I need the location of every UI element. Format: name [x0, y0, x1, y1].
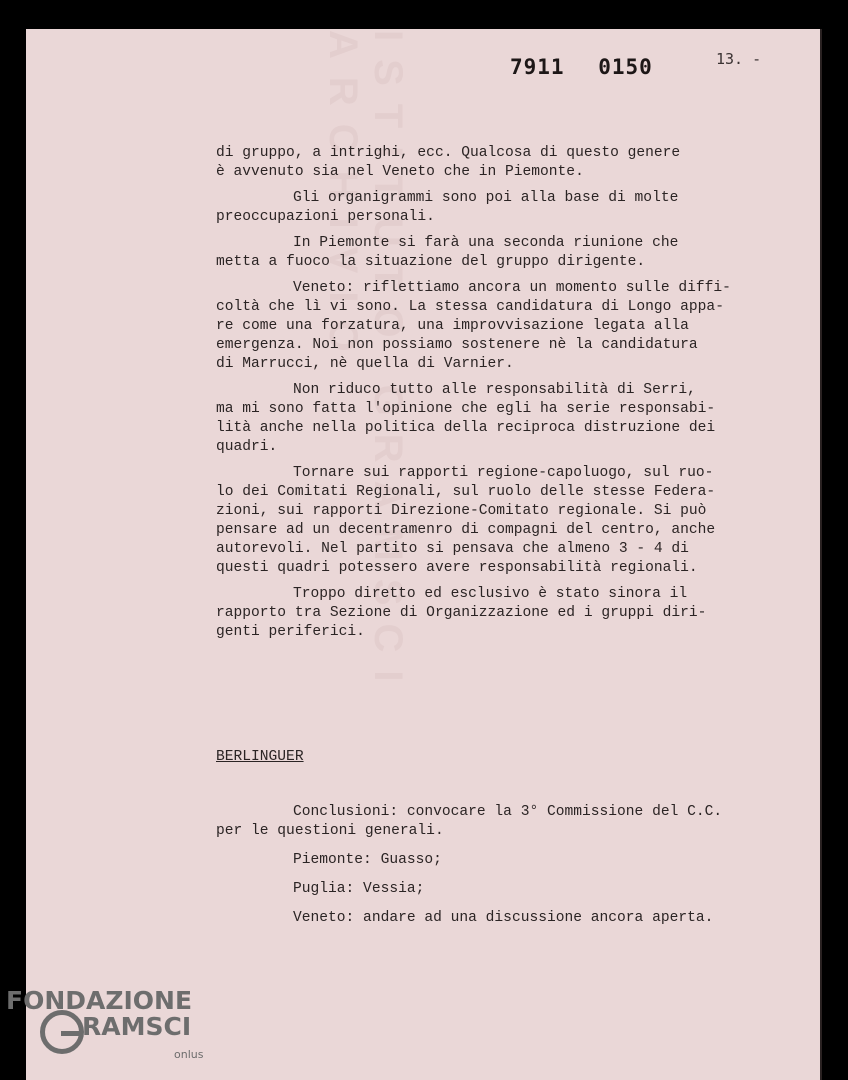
text-line: di Marrucci, nè quella di Varnier.	[216, 356, 514, 372]
speaker-heading: BERLINGUER	[216, 749, 304, 765]
logo-onlus: onlus	[174, 1048, 204, 1061]
paragraph	[216, 381, 776, 457]
page-number: 13. -	[716, 50, 762, 68]
text-line: pensare ad un decentramenro di compagni del centro, anche	[216, 522, 716, 538]
text-line: ma mi sono fatta l'opinione che egli ha serie responsabi-	[216, 401, 716, 417]
page-edge	[820, 29, 822, 1080]
paragraph	[216, 585, 776, 642]
text-line: Tornare sui rapporti regione-capoluogo, sul ruo-	[293, 465, 714, 481]
text-line: quadri.	[216, 439, 278, 455]
text-line: metta a fuoco la situazione del gruppo dirigente.	[216, 254, 646, 270]
paragraph	[216, 464, 776, 578]
text-line: per le questioni generali.	[216, 823, 444, 839]
text-line: rapporto tra Sezione di Organizzazione ed i gruppi diri-	[216, 605, 707, 621]
text-line: Veneto: riflettiamo ancora un momento sulle diffi-	[293, 280, 731, 296]
archive-number-a: 7911	[510, 55, 565, 79]
text-line: preoccupazioni personali.	[216, 209, 435, 225]
conclusion-item: Piemonte: Guasso;	[293, 852, 442, 868]
fondazione-gramsci-logo	[6, 986, 226, 1076]
text-line: emergenza. Noi non possiamo sostenere nè la candidatura	[216, 337, 698, 353]
conclusions	[216, 803, 776, 928]
text-line: re come una forzatura, una improvvisazione legata alla	[216, 318, 689, 334]
text-line: Gli organigrammi sono poi alla base di molte	[293, 190, 679, 206]
watermark: ISTITUTO GRAMSCI ARCHIVIO	[321, 30, 410, 700]
document-body	[216, 144, 776, 649]
text-line: lità anche nella politica della reciproca distruzione dei	[216, 420, 716, 436]
logo-g-icon	[40, 1010, 84, 1054]
archive-number-b: 0150	[598, 55, 653, 79]
text-line: In Piemonte si farà una seconda riunione che	[293, 235, 679, 251]
paragraph	[216, 234, 776, 272]
text-line: lo dei Comitati Regionali, sul ruolo delle stesse Federa-	[216, 484, 716, 500]
text-line: Non riduco tutto alle responsabilità di Serri,	[293, 382, 696, 398]
text-line: questi quadri potessero avere responsabilità regionali.	[216, 560, 698, 576]
paragraph	[216, 144, 776, 182]
text-line: Troppo diretto ed esclusivo è stato sinora il	[293, 586, 688, 602]
text-line: è avvenuto sia nel Veneto che in Piemonte.	[216, 164, 584, 180]
paragraph	[216, 279, 776, 374]
text-line: zioni, sui rapporti Direzione-Comitato regionale. Si può	[216, 503, 707, 519]
text-line: Conclusioni: convocare la 3° Commissione del C.C.	[293, 804, 723, 820]
archive-number	[510, 55, 653, 79]
text-line: di gruppo, a intrighi, ecc. Qualcosa di questo genere	[216, 145, 681, 161]
conclusion-item: Veneto: andare ad una discussione ancora aperta.	[293, 910, 714, 926]
text-line: coltà che lì vi sono. La stessa candidatura di Longo appa-	[216, 299, 724, 315]
conclusion-item: Puglia: Vessia;	[293, 881, 425, 897]
text-line: genti periferici.	[216, 624, 365, 640]
text-line: autorevoli. Nel partito si pensava che almeno 3 - 4 di	[216, 541, 689, 557]
paragraph	[216, 189, 776, 227]
logo-line-1: FONDAZIONE	[6, 986, 193, 1015]
logo-line-2: RAMSCI	[82, 1012, 192, 1041]
